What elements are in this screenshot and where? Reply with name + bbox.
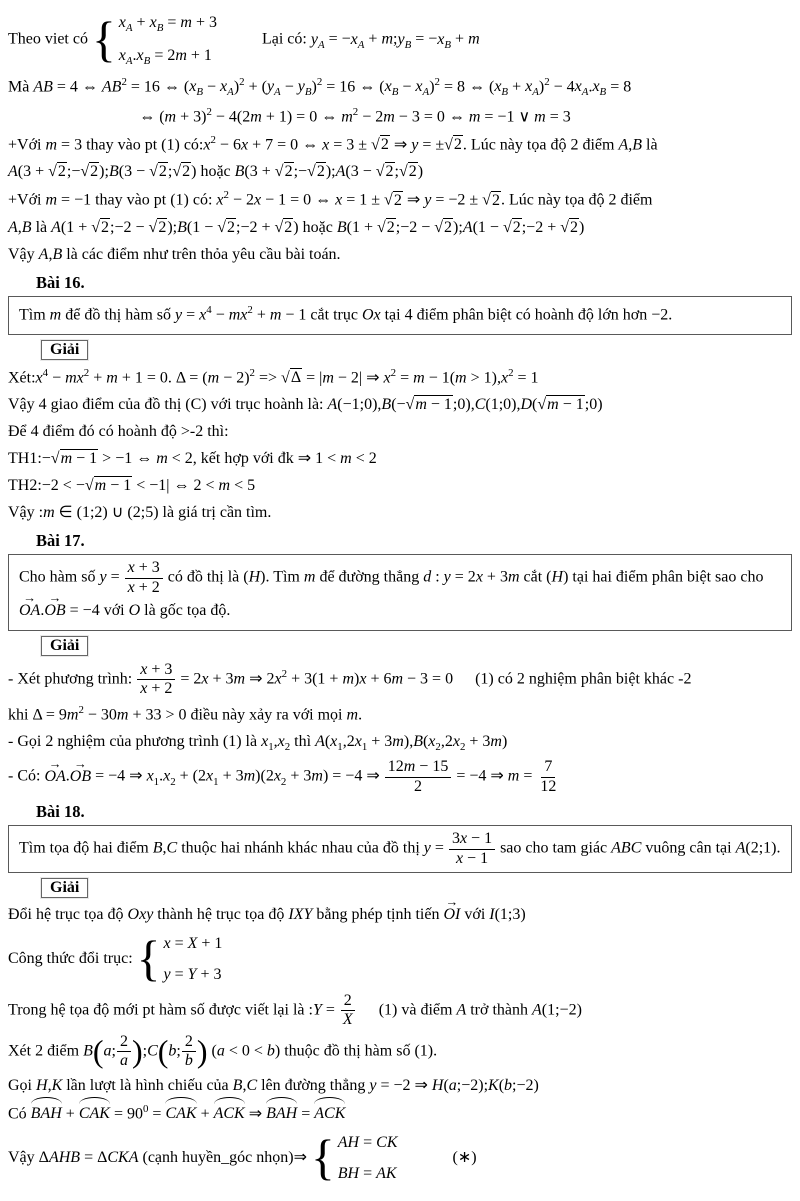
bai-17-heading: Bài 17.	[36, 531, 85, 551]
goi-hk-line: Gọi H,K lần lượt là hình chiếu của B,C lên đường thẳng y = −2 ⇒ H(a;−2);K(b;−2)	[8, 1076, 539, 1094]
problem-16-box: Tìm m để đồ thị hàm số $y = x^4 - mx^2 + m - 1$ cắt trục Ox tại 4 điểm phân biệt có hoành độ lớn hơn −2.	[8, 296, 792, 335]
khi-delta-line: khi $\Delta = 9m^2 - 30m + 33 > 0$ điều này xảy ra với mọi m.	[8, 703, 363, 723]
ab-distance-line: Mà AB = 4 ⇔ $AB^2 = 16$ ⇔ $(x_B - x_A)^2 + (y_A - y_B)^2 = 16$ ⇔ $(x_B - x_A)^2 = 8$ ⇔ $(x_B + x_A)^2 - 4x_A.x_B = 8$	[8, 76, 632, 99]
giai-17-row	[41, 636, 792, 656]
xet-phuong-trinh-line: - Xét phương trình: $\frac{x + 3}{x + 2}$ = 2x + 3m ⇒ $2x^2 + 3(1 + m)x + 6m - 3 = 0$ (1) có 2 nghiệm phân biệt khác -2	[8, 660, 692, 698]
giai-18-label: Giải	[41, 878, 88, 898]
doi-he-truc-line: Đổi hệ trục tọa độ Oxy thành hệ trục tọa độ IXY bằng phép tịnh tiến → OI với I(1;3)	[8, 895, 526, 924]
trong-he-toa-do-line: Trong hệ tọa độ mới pt hàm số được viết lại là :Y = $\frac{2}{X}$ (1) và điểm A trở thành A(1;−2)	[8, 992, 582, 1029]
giai-17-label: Giải	[41, 636, 88, 656]
conclusion-16-line: Vậy :m ∈ (1;2) ∪ (2;5) là giá trị cần tìm.	[8, 504, 272, 522]
giai-16-label: Giải	[41, 340, 88, 360]
m-solutions-line: ⇔ $(m + 3)^2 - 4(2m + 1) = 0$ ⇔ $m^2 - 2m - 3 = 0$ ⇔ m = −1 ∨ m = 3	[139, 105, 571, 126]
case-m3-points-line: A(3 + √2;−√2);B(3 − √2;√2) hoặc B(3 + √2;−√2);A(3 − √2;√2)	[8, 163, 424, 181]
abscissa-condition-line: Để 4 điểm đó có hoành độ >-2 thì:	[8, 423, 229, 441]
problem-18-box: Tìm tọa độ hai điểm B,C thuộc hai nhánh khác nhau của đồ thị y = $\frac{3x - 1}{x - 1}$ sao cho tam giác ABC vuông cân tại A(2;1).	[8, 825, 792, 873]
xet-2-diem-line: Xét 2 điểm B(a; $\frac{2}{a}$ );C(b; $\frac{2}{b}$ ) (a < 0 < b) thuộc đồ thị hàm số (1).	[8, 1032, 438, 1070]
goi-2-nghiem-line: - Gọi 2 nghiệm của phương trình (1) là $x_1,x_2$ thì $A(x_1,2x_1 + 3m),B(x_2,2x_2 + 3m)$	[8, 732, 508, 754]
viet-system-line: Theo viet có { $x_A + x_B = m + 3$ $x_A.x_B = 2m + 1$ Lại có: $y_A = -x_A$ + $m;y_B = -x_B + m$	[8, 11, 480, 67]
co-oaob-line: - Có: → OA. → OB = −4 ⇒ $x_1.x_2 + (2x_1 + 3m)(2x_2 + 3m) = -4$ ⇒ $\frac{12m - 15}{2}$ = −4 ⇒ m = $\frac{7}{12}$	[8, 757, 557, 795]
case-m-neg1-points-line: A,B là A(1 + √2;−2 − √2);B(1 − √2;−2 + √2) hoặc B(1 + √2;−2 − √2);A(1 − √2;−2 + √2)	[8, 218, 585, 236]
bai-16-heading: Bài 16.	[36, 272, 85, 292]
th1-line: TH1:−√m − 1 > −1 ⇔ m < 2, kết hợp với đk ⇒ 1 < m < 2	[8, 450, 377, 468]
th2-line: TH2:−2 < −√m − 1 < −1| ⇔ 2 < m < 5	[8, 477, 256, 495]
triangle-congruence-line: Vậy ΔAHB = ΔCKA (cạnh huyền_góc nhọn)⇒ { AH = CK BH = AK (∗)	[8, 1130, 477, 1186]
case-m-neg1-line: +Với m = −1 thay vào pt (1) có: $x^2 - 2x - 1 = 0$ ⇔ x = 1 ± √2 ⇒ y = −2 ± √2. Lúc này tọa độ 2 điểm	[8, 189, 653, 209]
bai-18-heading: Bài 18.	[36, 802, 85, 822]
cong-thuc-doi-truc-line: Công thức đổi trục: { x = X + 1 y = Y + 3	[8, 931, 223, 987]
giai-16-row	[41, 340, 792, 360]
xet-16-line: $Xét:x^4 - mx^2 + m + 1 = 0$. $\Delta = (m - 2)^2 => √\Delta = |m - 2|$ ⇒ $x^2 = m - 1(m > 1),x^2 = 1$	[8, 366, 539, 387]
problem-17-box: Cho hàm số y = $\frac{x + 3}{x + 2}$ có đồ thị là (H). Tìm m để đường thẳng d : y = 2x + 3m cắt (H) tại hai điểm phân biệt sao cho → OA. → OB = −4 với O là gốc tọa độ.	[8, 554, 792, 631]
conclusion-ab-line: Vậy A,B là các điểm như trên thỏa yêu cầu bài toán.	[8, 245, 341, 263]
case-m3-line: +Với m = 3 thay vào pt (1) $có:x^2 - 6x + 7 = 0$ ⇔ x = 3 ± √2 ⇒ y = ±√2. Lúc này tọa độ 2 điểm A,B là	[8, 134, 658, 154]
giai-18-row	[41, 878, 792, 898]
angle-equality-line: Có BAH + CAK = $90^0$ = CAK + ACK ⇒ BAH = ACK	[8, 1101, 792, 1126]
four-intersections-line: Vậy 4 giao điểm của đồ thị (C) với trục hoành là: A(−1;0),B(−√m − 1;0),C(1;0),D(√m − 1;0)	[8, 396, 603, 414]
